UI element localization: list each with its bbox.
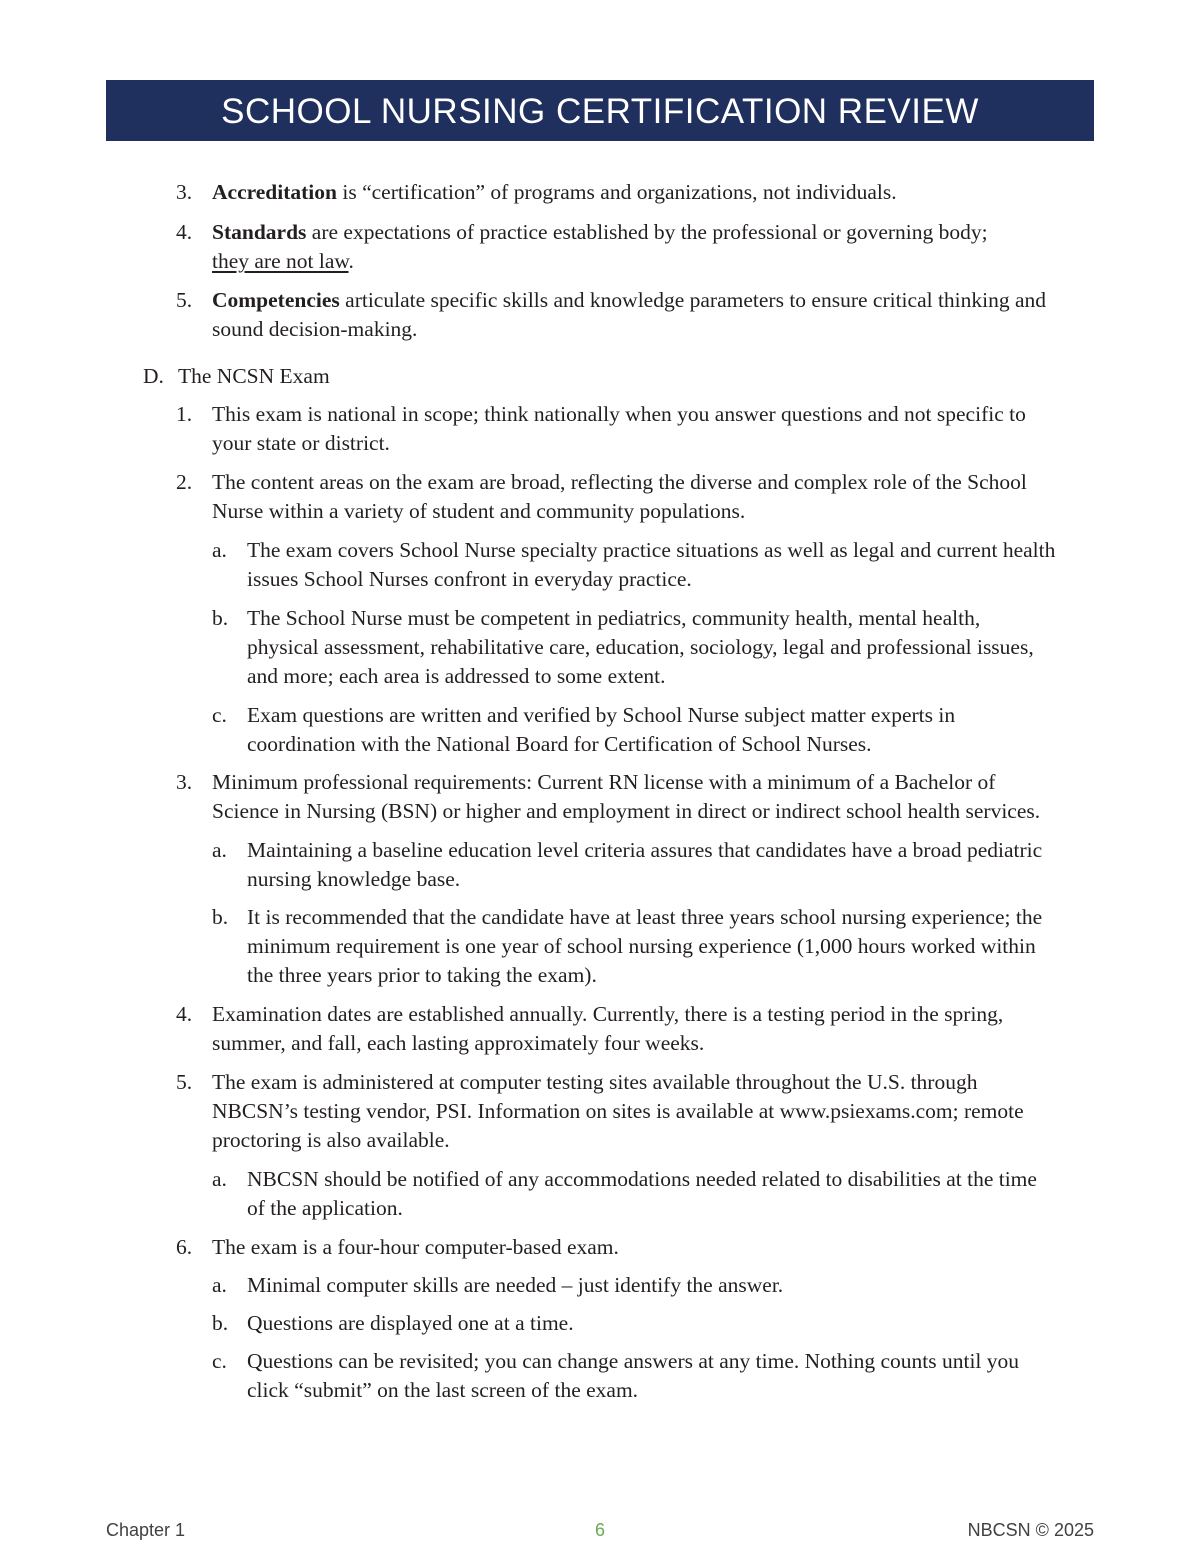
item-text: . — [348, 249, 354, 273]
list-marker: c. — [212, 1349, 227, 1373]
term-standards: Standards — [212, 220, 307, 244]
item-text: NBCSN’s testing vendor, PSI. Information on sites is available at www.psiexams.com; remote — [212, 1099, 1024, 1123]
item-text: Maintaining a baseline education level criteria assures that candidates have a broad pediatric — [247, 838, 1043, 862]
item-text: nursing knowledge base. — [247, 867, 461, 891]
list-marker: c. — [212, 703, 227, 727]
item-text: This exam is national in scope; think nationally when you answer questions and not specific to — [212, 402, 1026, 426]
footer-chapter: Chapter 1 — [106, 1520, 186, 1540]
item-text: articulate specific skills and knowledge parameters to ensure critical thinking and — [339, 288, 1047, 312]
item-text: and more; each area is addressed to some extent. — [247, 664, 666, 688]
item-text: NBCSN should be notified of any accommodations needed related to disabilities at the time — [247, 1167, 1037, 1191]
item-text: Minimal computer skills are needed – just identify the answer. — [247, 1273, 784, 1297]
item-text: summer, and fall, each lasting approximately four weeks. — [212, 1031, 705, 1055]
list-marker: 4. — [176, 1002, 193, 1026]
item-text: Nurse within a variety of student and community populations. — [212, 499, 746, 523]
item-text: The exam covers School Nurse specialty practice situations as well as legal and current health — [247, 538, 1056, 562]
list-marker: a. — [212, 1273, 227, 1297]
item-text: Science in Nursing (BSN) or higher and employment in direct or indirect school health services. — [212, 799, 1041, 823]
item-text: of the application. — [247, 1196, 403, 1220]
list-marker: b. — [212, 905, 229, 929]
list-marker: 6. — [176, 1235, 193, 1259]
item-text: It is recommended that the candidate have at least three years school nursing experience; the — [247, 905, 1043, 929]
list-marker: 5. — [176, 288, 193, 312]
item-text: Examination dates are established annually. Currently, there is a testing period in the spring, — [212, 1002, 1004, 1026]
item-text: proctoring is also available. — [212, 1128, 450, 1152]
list-marker: 1. — [176, 402, 193, 426]
item-text: the three years prior to taking the exam). — [247, 963, 597, 987]
list-marker: a. — [212, 838, 227, 862]
list-marker: b. — [212, 1311, 229, 1335]
item-text: Questions are displayed one at a time. — [247, 1311, 574, 1335]
item-text: Exam questions are written and verified by School Nurse subject matter experts in — [247, 703, 956, 727]
term-competencies: Competencies — [212, 288, 340, 312]
item-text: The content areas on the exam are broad, reflecting the diverse and complex role of the School — [212, 470, 1027, 494]
item-text: sound decision-making. — [212, 317, 418, 341]
term-accreditation: Accreditation — [212, 180, 337, 204]
item-text: click “submit” on the last screen of the exam. — [247, 1378, 639, 1402]
list-marker: b. — [212, 606, 229, 630]
list-marker: 4. — [176, 220, 193, 244]
item-text: The School Nurse must be competent in pediatrics, community health, mental health, — [247, 606, 981, 630]
item-text: is “certification” of programs and organizations, not individuals. — [337, 180, 897, 204]
list-marker: 2. — [176, 470, 193, 494]
list-marker: a. — [212, 1167, 227, 1191]
list-marker: 3. — [176, 180, 193, 204]
header-banner — [106, 80, 1094, 141]
item-text: issues School Nurses confront in everyday practice. — [247, 567, 692, 591]
list-marker: 5. — [176, 1070, 193, 1094]
item-text: The exam is a four-hour computer-based exam. — [212, 1235, 619, 1259]
header-title: SCHOOL NURSING CERTIFICATION REVIEW — [221, 92, 979, 131]
item-text: Questions can be revisited; you can change answers at any time. Nothing counts until you — [247, 1349, 1020, 1373]
section-title: The NCSN Exam — [178, 364, 330, 388]
item-text: coordination with the National Board for Certification of School Nurses. — [247, 732, 872, 756]
footer-page-number: 6 — [594, 1520, 605, 1540]
item-text: minimum requirement is one year of school nursing experience (1,000 hours worked within — [247, 934, 1036, 958]
list-marker: a. — [212, 538, 227, 562]
section-marker: D. — [143, 364, 164, 388]
footer-copyright: NBCSN © 2025 — [967, 1520, 1094, 1540]
list-marker: 3. — [176, 770, 193, 794]
underlined-text: they are not law — [212, 249, 349, 273]
item-text: physical assessment, rehabilitative care, education, sociology, legal and professional issues, — [247, 635, 1034, 659]
item-text: Minimum professional requirements: Current RN license with a minimum of a Bachelor of — [212, 770, 996, 794]
item-text: your state or district. — [212, 431, 390, 455]
item-text: The exam is administered at computer testing sites available throughout the U.S. through — [212, 1070, 978, 1094]
item-text: are expectations of practice established by the professional or governing body; — [306, 220, 988, 244]
